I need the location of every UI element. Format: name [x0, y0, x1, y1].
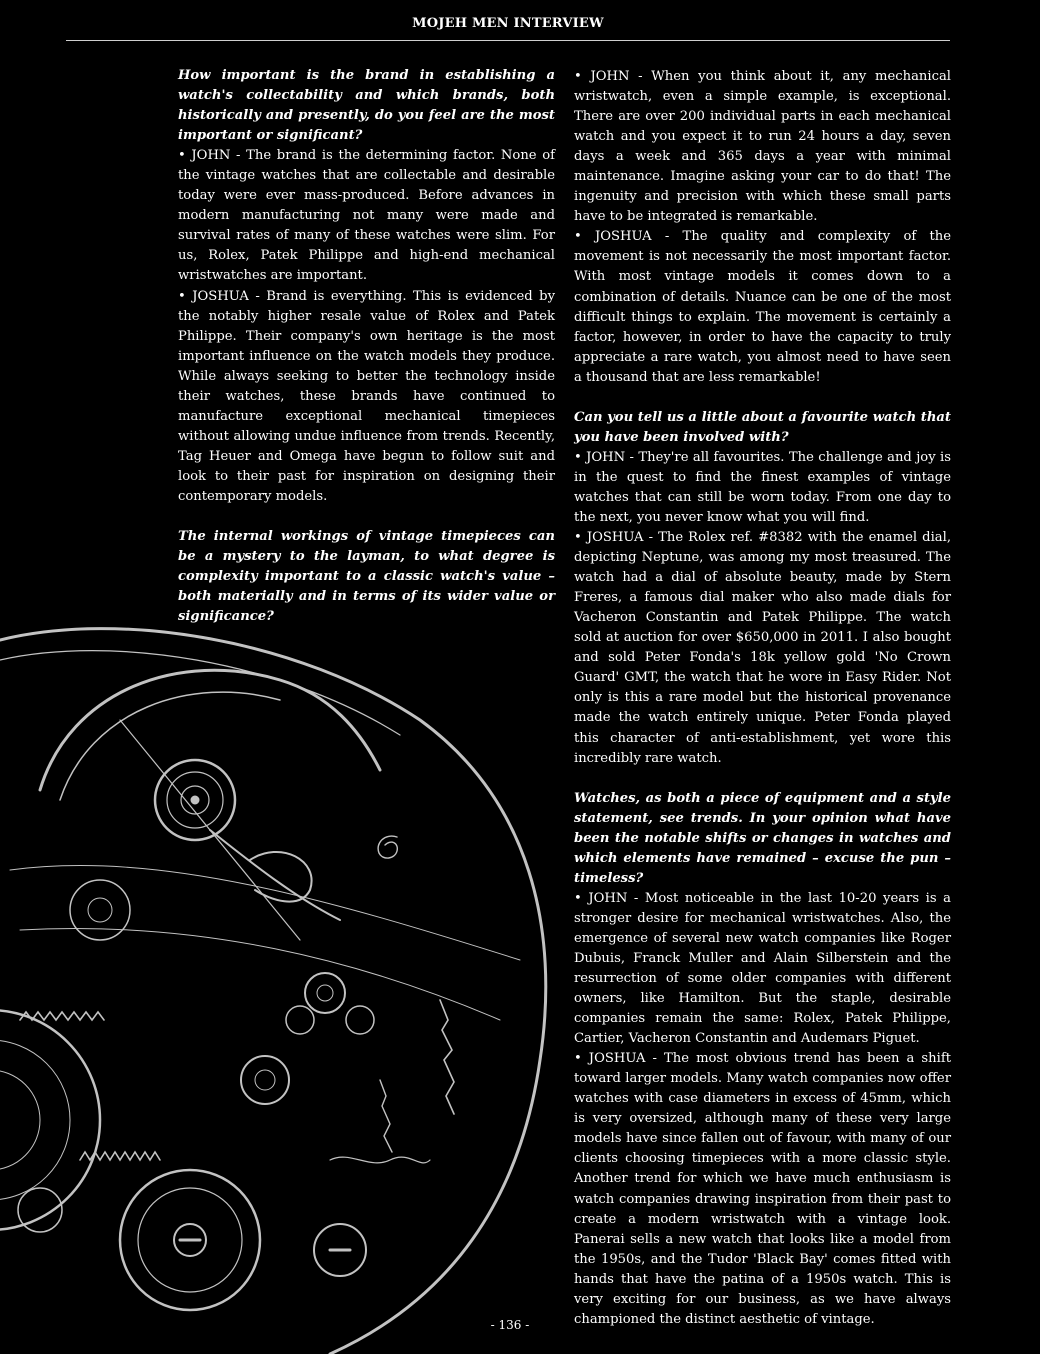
answer-paragraph: • JOSHUA - Brand is everything. This is evidenced by the notably higher resale value of Rolex and Patek Philippe. Their company's own heritage is the most important influence on the watch models they produce. While always seeking to better the technology inside their watches, these brands have continued to manufacture exceptional mechanical timepieces without allowing undue influence from trends. Recently, Tag Heuer and Omega have begun to follow suit and look to their past for inspiration on designing their contemporary models.	[178, 288, 555, 504]
answer-paragraph: • JOSHUA - The most obvious trend has been a shift toward larger models. Many watch companies now offer watches with case diameters in excess of 45mm, which is very oversized, although many of these very large models have since fallen out of favour, with many of our clients choosing timepieces with a more classic style. Another trend for which we have much enthusiasm is watch companies drawing inspiration from their past to create a modern wristwatch with a vintage look. Panerai sells a new watch that looks like a model from the 1950s, and the Tudor 'Black Bay' comes fitted with hands that have the patina of a 1950s watch. This is very exciting for our business, as we have always championed the distinct aesthetic of vintage.	[574, 1051, 951, 1327]
question-paragraph: The internal workings of vintage timepieces can be a mystery to the layman, to what degree is complexity important to a classic watch's value – both materially and in terms of its wider value or significance?	[178, 529, 555, 625]
question-paragraph: Watches, as both a piece of equipment and a style statement, see trends. In your opinion what have been the notable shifts or changes in watches and which elements have remained – excuse the pun – timeless?	[574, 790, 951, 886]
page-number: - 136 -	[490, 1318, 530, 1332]
answer-paragraph: • JOHN - The brand is the determining factor. None of the vintage watches that are collectable and desirable today were ever mass-produced. Before advances in modern manufacturing not many were made and survival rates of many of these watches were slim. For us, Rolex, Patek Philippe and high-end mechanical wristwatches are important.	[178, 148, 555, 284]
question-paragraph: How important is the brand in establishing a watch's collectability and which brands, both historically and presently, do you feel are the most important or significant?	[178, 68, 555, 144]
left-column	[178, 66, 555, 627]
question-paragraph: Can you tell us a little about a favourite watch that you have been involved with?	[574, 409, 951, 445]
answer-paragraph: • JOHN - They're all favourites. The challenge and joy is in the quest to find the finest examples of vintage watches that can still be worn today. From one day to the next, you never know what you will find.	[574, 449, 951, 525]
answer-paragraph: • JOHN - When you think about it, any mechanical wristwatch, even a simple example, is exceptional. There are over 200 individual parts in each mechanical watch and you expect it to run 24 hours a day, seven days a week and 365 days a year with minimal maintenance. Imagine asking your car to do that! The ingenuity and precision with which these small parts have to be integrated is remarkable.	[574, 69, 951, 225]
answer-paragraph: • JOHN - Most noticeable in the last 10-20 years is a stronger desire for mechanical wristwatches. Also, the emergence of several new watch companies like Roger Dubuis, Franck Muller and Alain Silberstein and the resurrection of some older companies with different owners, like Hamilton. But the staple, desirable companies remain the same: Rolex, Patek Philippe, Cartier, Vacheron Constantin and Audemars Piguet.	[574, 890, 951, 1047]
page-header	[66, 0, 950, 41]
right-column	[574, 67, 951, 1330]
answer-paragraph: • JOSHUA - The Rolex ref. #8382 with the enamel dial, depicting Neptune, was among my most treasured. The watch had a dial of absolute beauty, made by Stern Freres, a famous dial maker who also made dials for Vacheron Constantin and Patek Philippe. The watch sold at auction for over $650,000 in 2011. I also bought and sold Peter Fonda's 18k yellow gold 'No Crown Guard' GMT, the watch that he wore in Easy Rider. Not only is this a rare model but the historical provenance made the watch entirely unique. Peter Fonda played this character of anti-establishment, yet wore this incredibly rare watch.	[574, 530, 951, 766]
watch-movement-sketch-icon	[0, 600, 600, 1354]
header-title: MOJEH MEN INTERVIEW	[412, 16, 604, 31]
answer-paragraph: • JOSHUA - The quality and complexity of the movement is not necessarily the most important factor. With most vintage models it comes down to a combination of details. Nuance can be one of the most difficult things to explain. The movement is certainly a factor, however, in order to have the capacity to truly appreciate a rare watch, you almost need to have seen a thousand that are less remarkable!	[574, 229, 951, 385]
